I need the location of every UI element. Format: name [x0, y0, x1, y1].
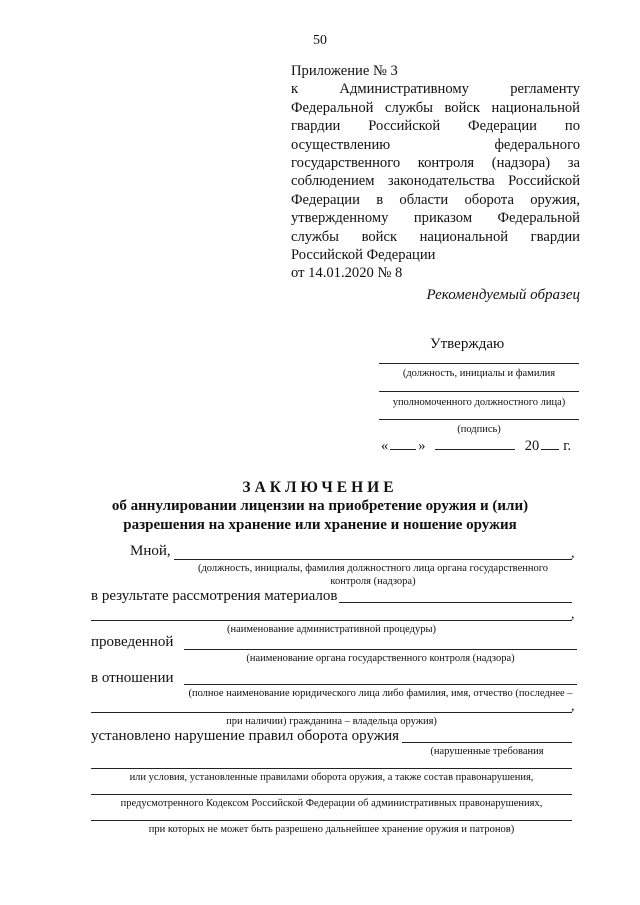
appendix-header — [291, 62, 580, 283]
authority-field[interactable] — [184, 649, 577, 650]
official-caption-1: (должность, инициалы, фамилия должностного лица органа государственного — [197, 563, 549, 574]
violation-field-2[interactable] — [91, 768, 572, 769]
comma: , — [571, 546, 575, 561]
approver-caption-2: уполномоченного должностного лица) — [392, 397, 566, 408]
appendix-line: Российской Федерации — [291, 247, 436, 264]
appendix-line: службы войск национальной гвардии — [291, 228, 580, 245]
approver-position-line[interactable] — [379, 363, 579, 364]
appendix-line: Федеральной службы войск национальной — [291, 99, 580, 116]
violation-caption-2: или условия, установленные правилами оборота оружия, а также состав правонарушения, — [129, 772, 534, 783]
procedure-caption: (наименование административной процедуры) — [226, 624, 437, 635]
procedure-field[interactable] — [91, 620, 572, 621]
appendix-line: государственного контроля (надзора) за — [291, 155, 580, 172]
date-open-quote: « — [381, 438, 389, 454]
month-field[interactable] — [435, 436, 515, 450]
entity-caption-2: при наличии) гражданина – владельца оружия) — [226, 716, 437, 727]
by-me-label: Мной, — [130, 543, 171, 559]
year-prefix: 20 — [524, 438, 540, 454]
appendix-line: Федерации в области оборота оружия, — [291, 191, 580, 208]
regarding-label: в отношении — [91, 670, 174, 686]
comma: , — [571, 607, 575, 622]
day-field[interactable] — [390, 436, 416, 450]
entity-caption-1: (полное наименование юридического лица либо фамилия, имя, отчество (последнее – — [188, 688, 573, 699]
official-caption-2: контроля (надзора) — [330, 576, 416, 587]
subtitle-line-2: разрешения на хранение или хранение и ношение оружия — [123, 517, 517, 533]
approver-caption-1: (должность, инициалы и фамилия — [402, 368, 556, 379]
approver-name-line[interactable] — [379, 391, 579, 392]
date-close-quote: » — [418, 438, 426, 454]
violation-caption-1: (нарушенные требования — [430, 746, 544, 757]
violation-label: установлено нарушение правил оборота оружия — [91, 728, 400, 744]
appendix-line: гвардии Российской Федерации по — [291, 118, 580, 135]
conducted-label: проведенной — [91, 634, 174, 650]
appendix-line: Приложение № 3 — [291, 63, 398, 79]
violation-caption-3: предусмотренного Кодексом Российской Федерации об административных правонарушениях, — [120, 798, 543, 809]
appendix-line: к Административному регламенту — [291, 81, 580, 98]
materials-field[interactable] — [339, 602, 572, 603]
official-field[interactable] — [174, 559, 572, 560]
appendix-line: соблюдением законодательства Российской — [291, 173, 580, 190]
violation-field-4[interactable] — [91, 820, 572, 821]
page-number: 50 — [313, 33, 327, 48]
violation-caption-4: при которых не может быть разрешено дальнейшее хранение оружия и патронов) — [148, 824, 515, 835]
recommended-sample-label: Рекомендуемый образец — [426, 287, 580, 303]
signature-line[interactable] — [379, 419, 579, 420]
appendix-line: от 14.01.2020 № 8 — [291, 265, 403, 282]
approval-heading: Утверждаю — [430, 336, 505, 352]
year-field[interactable] — [541, 436, 559, 450]
comma: , — [571, 699, 575, 714]
document-title: ЗАКЛЮЧЕНИЕ — [242, 479, 398, 496]
subtitle-line-1: об аннулировании лицензии на приобретение оружия и (или) — [111, 498, 529, 514]
appendix-line: утвержденному приказом Федеральной — [291, 210, 580, 227]
authority-caption: (наименование органа государственного контроля (надзора) — [246, 653, 515, 664]
document-subtitle — [0, 497, 640, 535]
entity-field-continued[interactable] — [91, 712, 572, 713]
appendix-line: осуществлению федерального — [291, 136, 580, 153]
violation-field[interactable] — [402, 742, 572, 743]
entity-field[interactable] — [184, 684, 577, 685]
signature-caption: (подпись) — [457, 424, 501, 435]
year-suffix: г. — [563, 438, 572, 454]
review-materials-label: в результате рассмотрения материалов — [91, 588, 338, 604]
violation-field-3[interactable] — [91, 794, 572, 795]
approval-date-row — [381, 436, 571, 455]
